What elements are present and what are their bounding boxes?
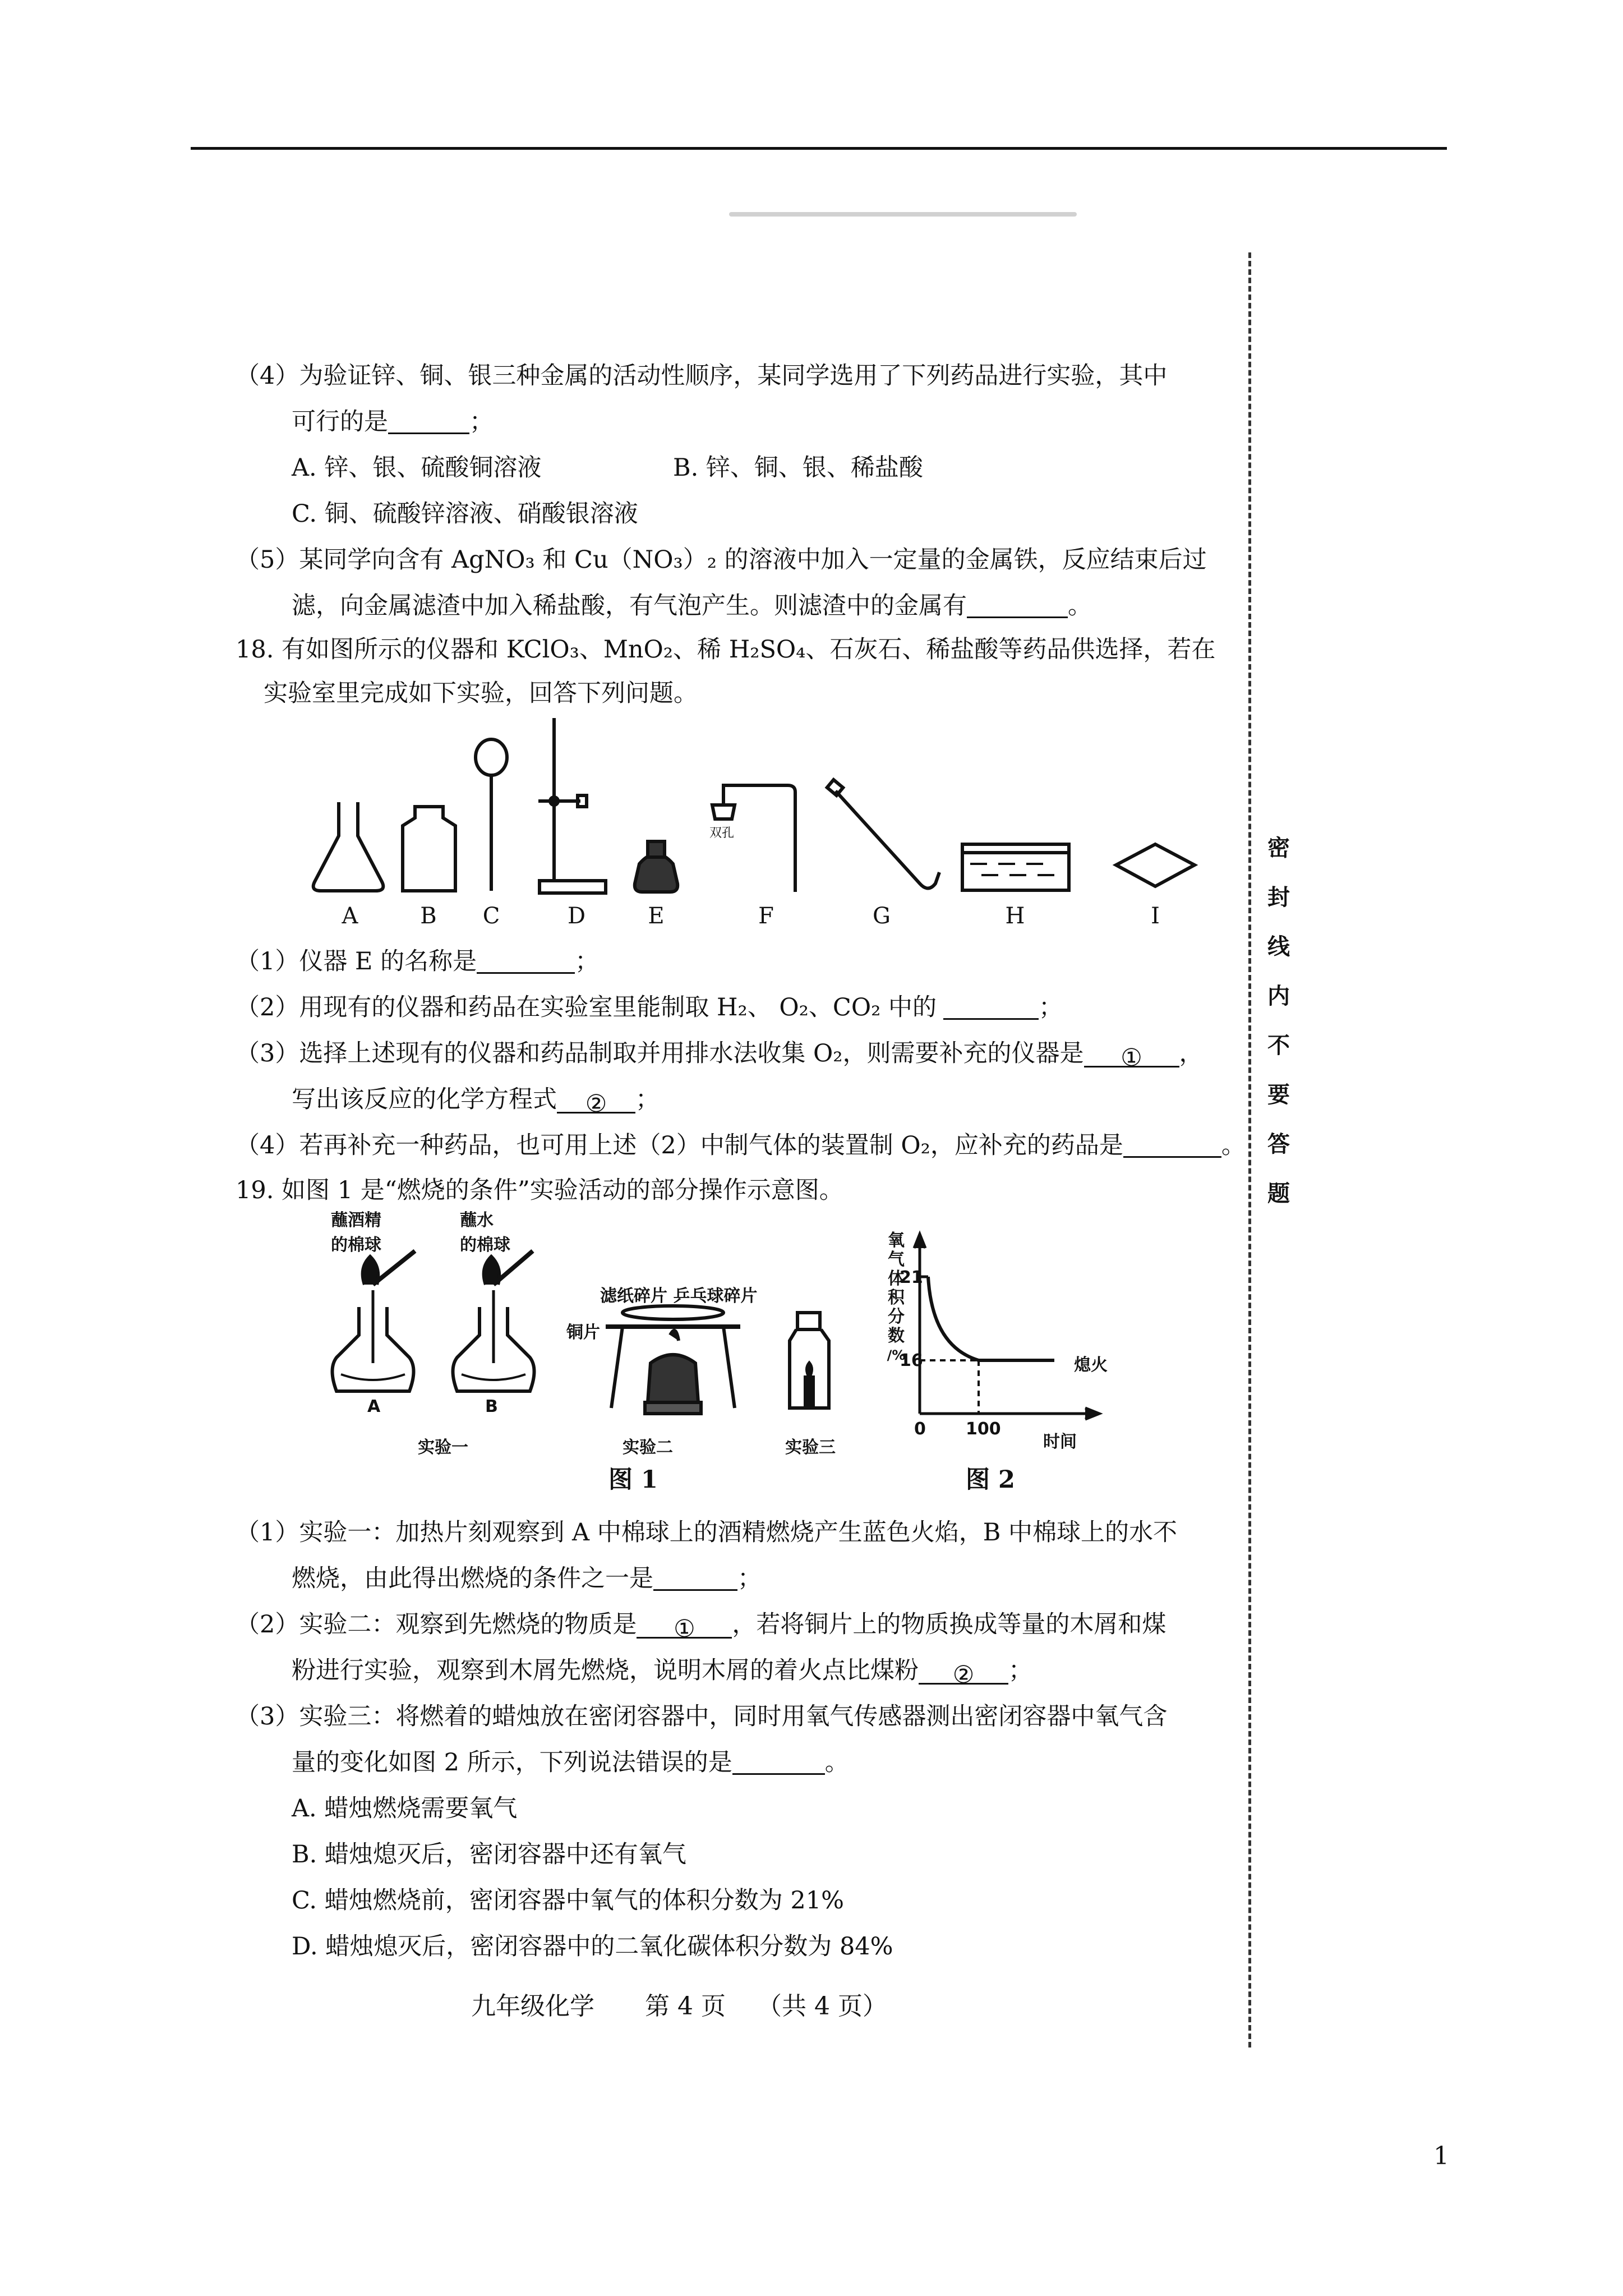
q18-intro-2: 实验室里完成如下实验，回答下列问题。	[264, 679, 698, 707]
q19-q2-line2	[292, 1654, 1032, 1687]
axis-char: 分	[888, 1307, 905, 1327]
apparatus-label: H	[1005, 903, 1025, 929]
q17-p4-line1: （4）为验证锌、铜、银三种金属的活动性顺序，某同学选用了下列药品进行实验，其中	[236, 362, 1168, 390]
q19-q1-text: 燃烧，由此得出燃烧的条件之一是	[292, 1565, 653, 1593]
footer-subject: 九年级化学	[471, 1992, 594, 2021]
punct: ；	[1008, 1657, 1032, 1685]
seal-char: 要	[1267, 1082, 1290, 1108]
graph-x-axis-label: 时间	[1043, 1432, 1077, 1452]
apparatus-label: E	[648, 903, 665, 929]
seal-char: 题	[1267, 1181, 1290, 1207]
graph-curve-label: 熄火	[1074, 1355, 1108, 1375]
seal-char: 不	[1267, 1033, 1290, 1059]
seal-char: 线	[1267, 934, 1290, 960]
copper-plate-label: 铜片	[566, 1323, 600, 1342]
seal-char: 内	[1267, 983, 1290, 1009]
q19-intro: 19. 如图 1 是“燃烧的条件”实验活动的部分操作示意图。	[236, 1176, 843, 1204]
apparatus-label: B	[420, 903, 437, 929]
filter-pingpong-label: 滤纸碎片 乒乓球碎片	[600, 1286, 758, 1306]
lamp-a-label: A	[367, 1397, 381, 1416]
q19-q2-text: （2）实验二：观察到先燃烧的物质是	[236, 1611, 637, 1639]
punct: 。	[824, 1749, 849, 1777]
seal-char: 封	[1267, 885, 1290, 910]
q18-q4-text: （4）若再补充一种药品，也可用上述（2）中制气体的装置制 O₂，应补充的药品是	[236, 1131, 1123, 1159]
q19-q1-line2	[292, 1562, 762, 1595]
apparatus-label: F	[758, 903, 774, 929]
q19-q2-text: ，若将铜片上的物质换成等量的木屑和煤	[732, 1611, 1166, 1639]
q17-p5-line1: （5）某同学向含有 AgNO₃ 和 Cu（NO₃）₂ 的溶液中加入一定量的金属铁，反应结束后过	[236, 546, 1207, 574]
q19-q1-line1: （1）实验一：加热片刻观察到 A 中棉球上的酒精燃烧产生蓝色火焰，B 中棉球上的水不	[236, 1519, 1178, 1547]
graph-tick-0: 0	[914, 1419, 926, 1439]
oxygen-curve	[928, 1277, 1054, 1360]
apparatus-label: A	[342, 903, 358, 929]
figure-2-caption: 图 2	[966, 1466, 1015, 1494]
q17-p5-text: 滤，向金属滤渣中加入稀盐酸，有气泡产生。则滤渣中的金属有	[292, 592, 967, 620]
q19-q2-line1	[236, 1608, 1166, 1641]
axis-char: 积	[888, 1288, 905, 1308]
graph-tick-100: 100	[966, 1419, 1001, 1439]
answer-blank[interactable]	[653, 1565, 737, 1591]
seal-char: 答	[1267, 1131, 1290, 1157]
punct: 。	[1068, 592, 1092, 620]
q19-q3-line2	[292, 1746, 849, 1779]
q19-q2-text: 粉进行实验，观察到木屑先燃烧，说明木屑的着火点比煤粉	[292, 1657, 919, 1685]
q18-q2-text: （2）用现有的仪器和药品在实验室里能制取 H₂、 O₂、CO₂ 中的	[236, 993, 937, 1022]
punct: ；	[1038, 993, 1063, 1022]
figure-1-caption: 图 1	[608, 1466, 658, 1494]
answer-blank[interactable]: ②	[919, 1658, 1008, 1685]
label-line: 蘸酒精	[331, 1211, 381, 1230]
double-hole-tag: 双孔	[709, 826, 735, 840]
punct: ；	[635, 1085, 660, 1114]
answer-blank[interactable]: ①	[1084, 1041, 1179, 1068]
apparatus-label: D	[567, 903, 586, 929]
axis-char: 数	[888, 1326, 905, 1346]
axis-char: 氧	[888, 1231, 905, 1250]
q19-q3-line1: （3）实验三：将燃着的蜡烛放在密闭容器中，同时用氧气传感器测出密闭容器中氧气含	[236, 1703, 1168, 1731]
q17-option-a: A. 锌、银、硫酸铜溶液	[292, 454, 542, 482]
label-line: 的棉球	[460, 1235, 510, 1255]
punct: 。	[1221, 1131, 1246, 1159]
apparatus-label: C	[482, 903, 500, 929]
q18-q3-text: 写出该反应的化学方程式	[292, 1085, 557, 1114]
graph-tick-21: 21	[900, 1268, 923, 1287]
label-line: 的棉球	[331, 1235, 381, 1255]
experiment-2-label: 实验二	[623, 1438, 673, 1457]
answer-blank[interactable]: ②	[557, 1087, 635, 1114]
axis-char: 体	[888, 1269, 905, 1289]
seal-char: 密	[1267, 835, 1290, 861]
q19-option-b: B. 蜡烛熄灭后，密闭容器中还有氧气	[292, 1841, 686, 1869]
experiment-3-label: 实验三	[785, 1438, 836, 1457]
punct: ；	[469, 408, 494, 436]
q18-intro-1: 18. 有如图所示的仪器和 KClO₃、MnO₂、稀 H₂SO₄、石灰石、稀盐酸等药品供选择，若在	[236, 636, 1216, 664]
q17-p4-text: 可行的是	[292, 408, 388, 436]
footer-page: 第 4 页	[645, 1992, 726, 2021]
axis-char: 气	[888, 1250, 905, 1269]
answer-blank[interactable]	[732, 1749, 825, 1775]
footer-total: （共 4 页）	[757, 1992, 887, 2021]
answer-blank[interactable]: ①	[637, 1612, 732, 1639]
experiment-1-label: 实验一	[418, 1438, 468, 1457]
q17-option-c: C. 铜、硫酸锌溶液、硝酸银溶液	[292, 500, 638, 528]
q19-option-d: D. 蜡烛熄灭后，密闭容器中的二氧化碳体积分数为 84%	[292, 1932, 893, 1961]
lamp-b-label: B	[485, 1397, 498, 1416]
label-line: 蘸水	[460, 1211, 494, 1230]
q19-option-a: A. 蜡烛燃烧需要氧气	[292, 1795, 518, 1823]
q19-q3-text: 量的变化如图 2 所示，下列说法错误的是	[292, 1749, 732, 1777]
apparatus-label: I	[1151, 903, 1160, 929]
apparatus-label: G	[873, 903, 891, 929]
punct: ；	[575, 947, 600, 976]
page-number: 1	[1433, 2142, 1449, 2170]
punct: ，	[1179, 1039, 1204, 1068]
q18-q3-text: （3）选择上述现有的仪器和药品制取并用排水法收集 O₂，则需要补充的仪器是	[236, 1039, 1084, 1068]
graph-tick-16: 16	[900, 1351, 923, 1370]
q17-option-b: B. 锌、铜、银、稀盐酸	[673, 454, 923, 482]
q18-q1-text: （1）仪器 E 的名称是	[236, 947, 477, 976]
punct: ；	[737, 1565, 762, 1593]
graph-y-axis-label	[885, 1231, 907, 1365]
axis-char: /%	[887, 1347, 906, 1363]
q19-option-c: C. 蜡烛燃烧前，密闭容器中氧气的体积分数为 21%	[292, 1887, 844, 1915]
